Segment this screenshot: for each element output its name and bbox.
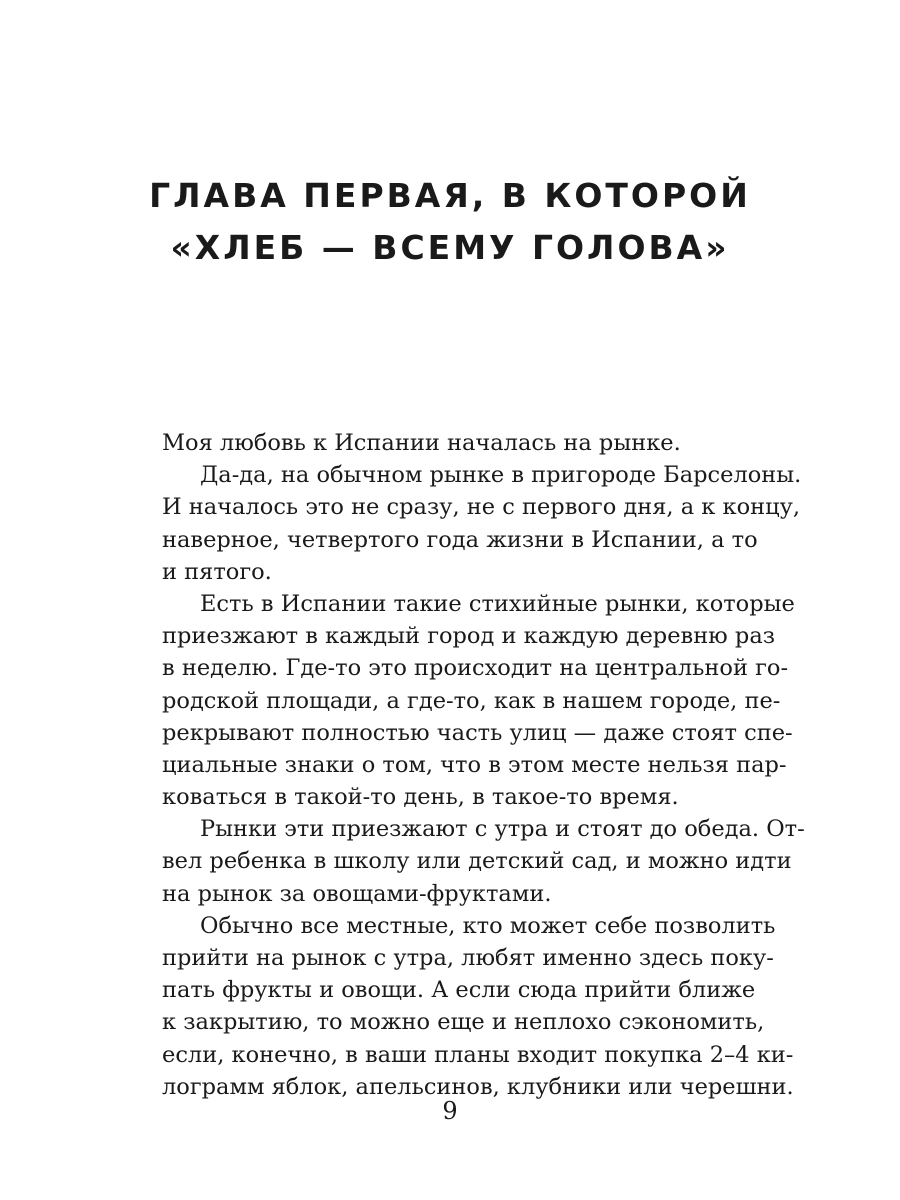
- text-line: если, конечно, в ваши планы входит покупка 2–4 ки-: [162, 1041, 794, 1068]
- chapter-title-line-2: «ХЛЕБ — ВСЕМУ ГОЛОВА»: [170, 228, 730, 267]
- text-line: Да-да, на обычном рынке в пригороде Барселоны.: [200, 462, 802, 489]
- text-line: вел ребенка в школу или детский сад, и можно идти: [162, 848, 792, 875]
- text-line: лограмм яблок, апельсинов, клубники или черешни.: [162, 1073, 794, 1100]
- text-line: циальные знаки о том, что в этом месте нельзя пар-: [162, 751, 787, 778]
- text-line: прийти на рынок с утра, любят именно здесь поку-: [162, 945, 774, 971]
- text-line: наверное, четвертого года жизни в Испании, а то: [162, 526, 758, 553]
- text-line: рекрывают полностью часть улиц — даже стоят спе-: [162, 719, 793, 746]
- text-line: родской площади, а где-то, как в нашем городе, пе-: [162, 687, 781, 714]
- text-line: в неделю. Где-то это происходит на центральной го-: [162, 655, 789, 682]
- text-line: коваться в такой-то день, в такое-то время.: [162, 784, 679, 811]
- text-line: Есть в Испании такие стихийные рынки, которые: [200, 590, 795, 617]
- text-line: пать фрукты и овощи. А если сюда прийти ближе: [162, 977, 756, 1004]
- page-number: 9: [442, 1097, 458, 1125]
- chapter-title-line-1: ГЛАВА ПЕРВАЯ, В КОТОРОЙ: [149, 176, 751, 215]
- body-text: [162, 427, 805, 1103]
- text-line: на рынок за овощами-фруктами.: [162, 880, 552, 907]
- text-line: к закрытию, то можно еще и неплохо сэкономить,: [162, 1009, 765, 1036]
- chapter-title: [100, 170, 800, 274]
- text-line: Рынки эти приезжают с утра и стоят до обеда. От-: [200, 816, 805, 843]
- text-line: и пятого.: [162, 558, 272, 585]
- text-line: Обычно все местные, кто может себе позволить: [200, 912, 776, 939]
- text-line: Моя любовь к Испании началась на рынке.: [162, 430, 681, 456]
- text-line: приезжают в каждый город и каждую деревню раз: [162, 623, 776, 650]
- text-line: И началось это не сразу, не с первого дня, а к концу,: [162, 494, 800, 521]
